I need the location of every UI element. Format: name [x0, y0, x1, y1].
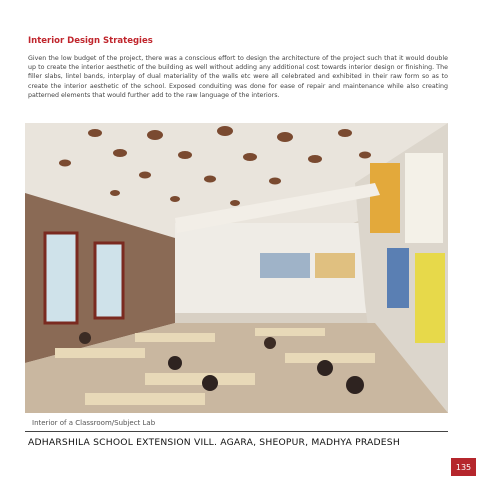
project-title: ADHARSHILA SCHOOL EXTENSION VILL. AGARA, SHEOPUR, MADHYA PRADESH [28, 437, 400, 448]
section-heading: Interior Design Strategies [28, 36, 153, 46]
figure-caption: Interior of a Classroom/Subject Lab [32, 419, 156, 427]
divider-rule [25, 431, 448, 432]
page-number-badge: 135 [451, 458, 476, 476]
classroom-photo [25, 123, 448, 413]
body-paragraph: Given the low budget of the project, there was a conscious effort to design the architecture of the project such that it would double up to create the interior aesthetic of the building as well without adding any additional cost towards interior design or finishing. The filler slabs, lintel bands, interplay of dual materiality of the walls etc were all celebrated and exhibited in their raw form so as to create the interior aesthetic of the school. Exposed conduiting was done for ease of repair and maintenance while also creating patterned elements that would further add to the raw language of the interiors. [28, 55, 448, 99]
